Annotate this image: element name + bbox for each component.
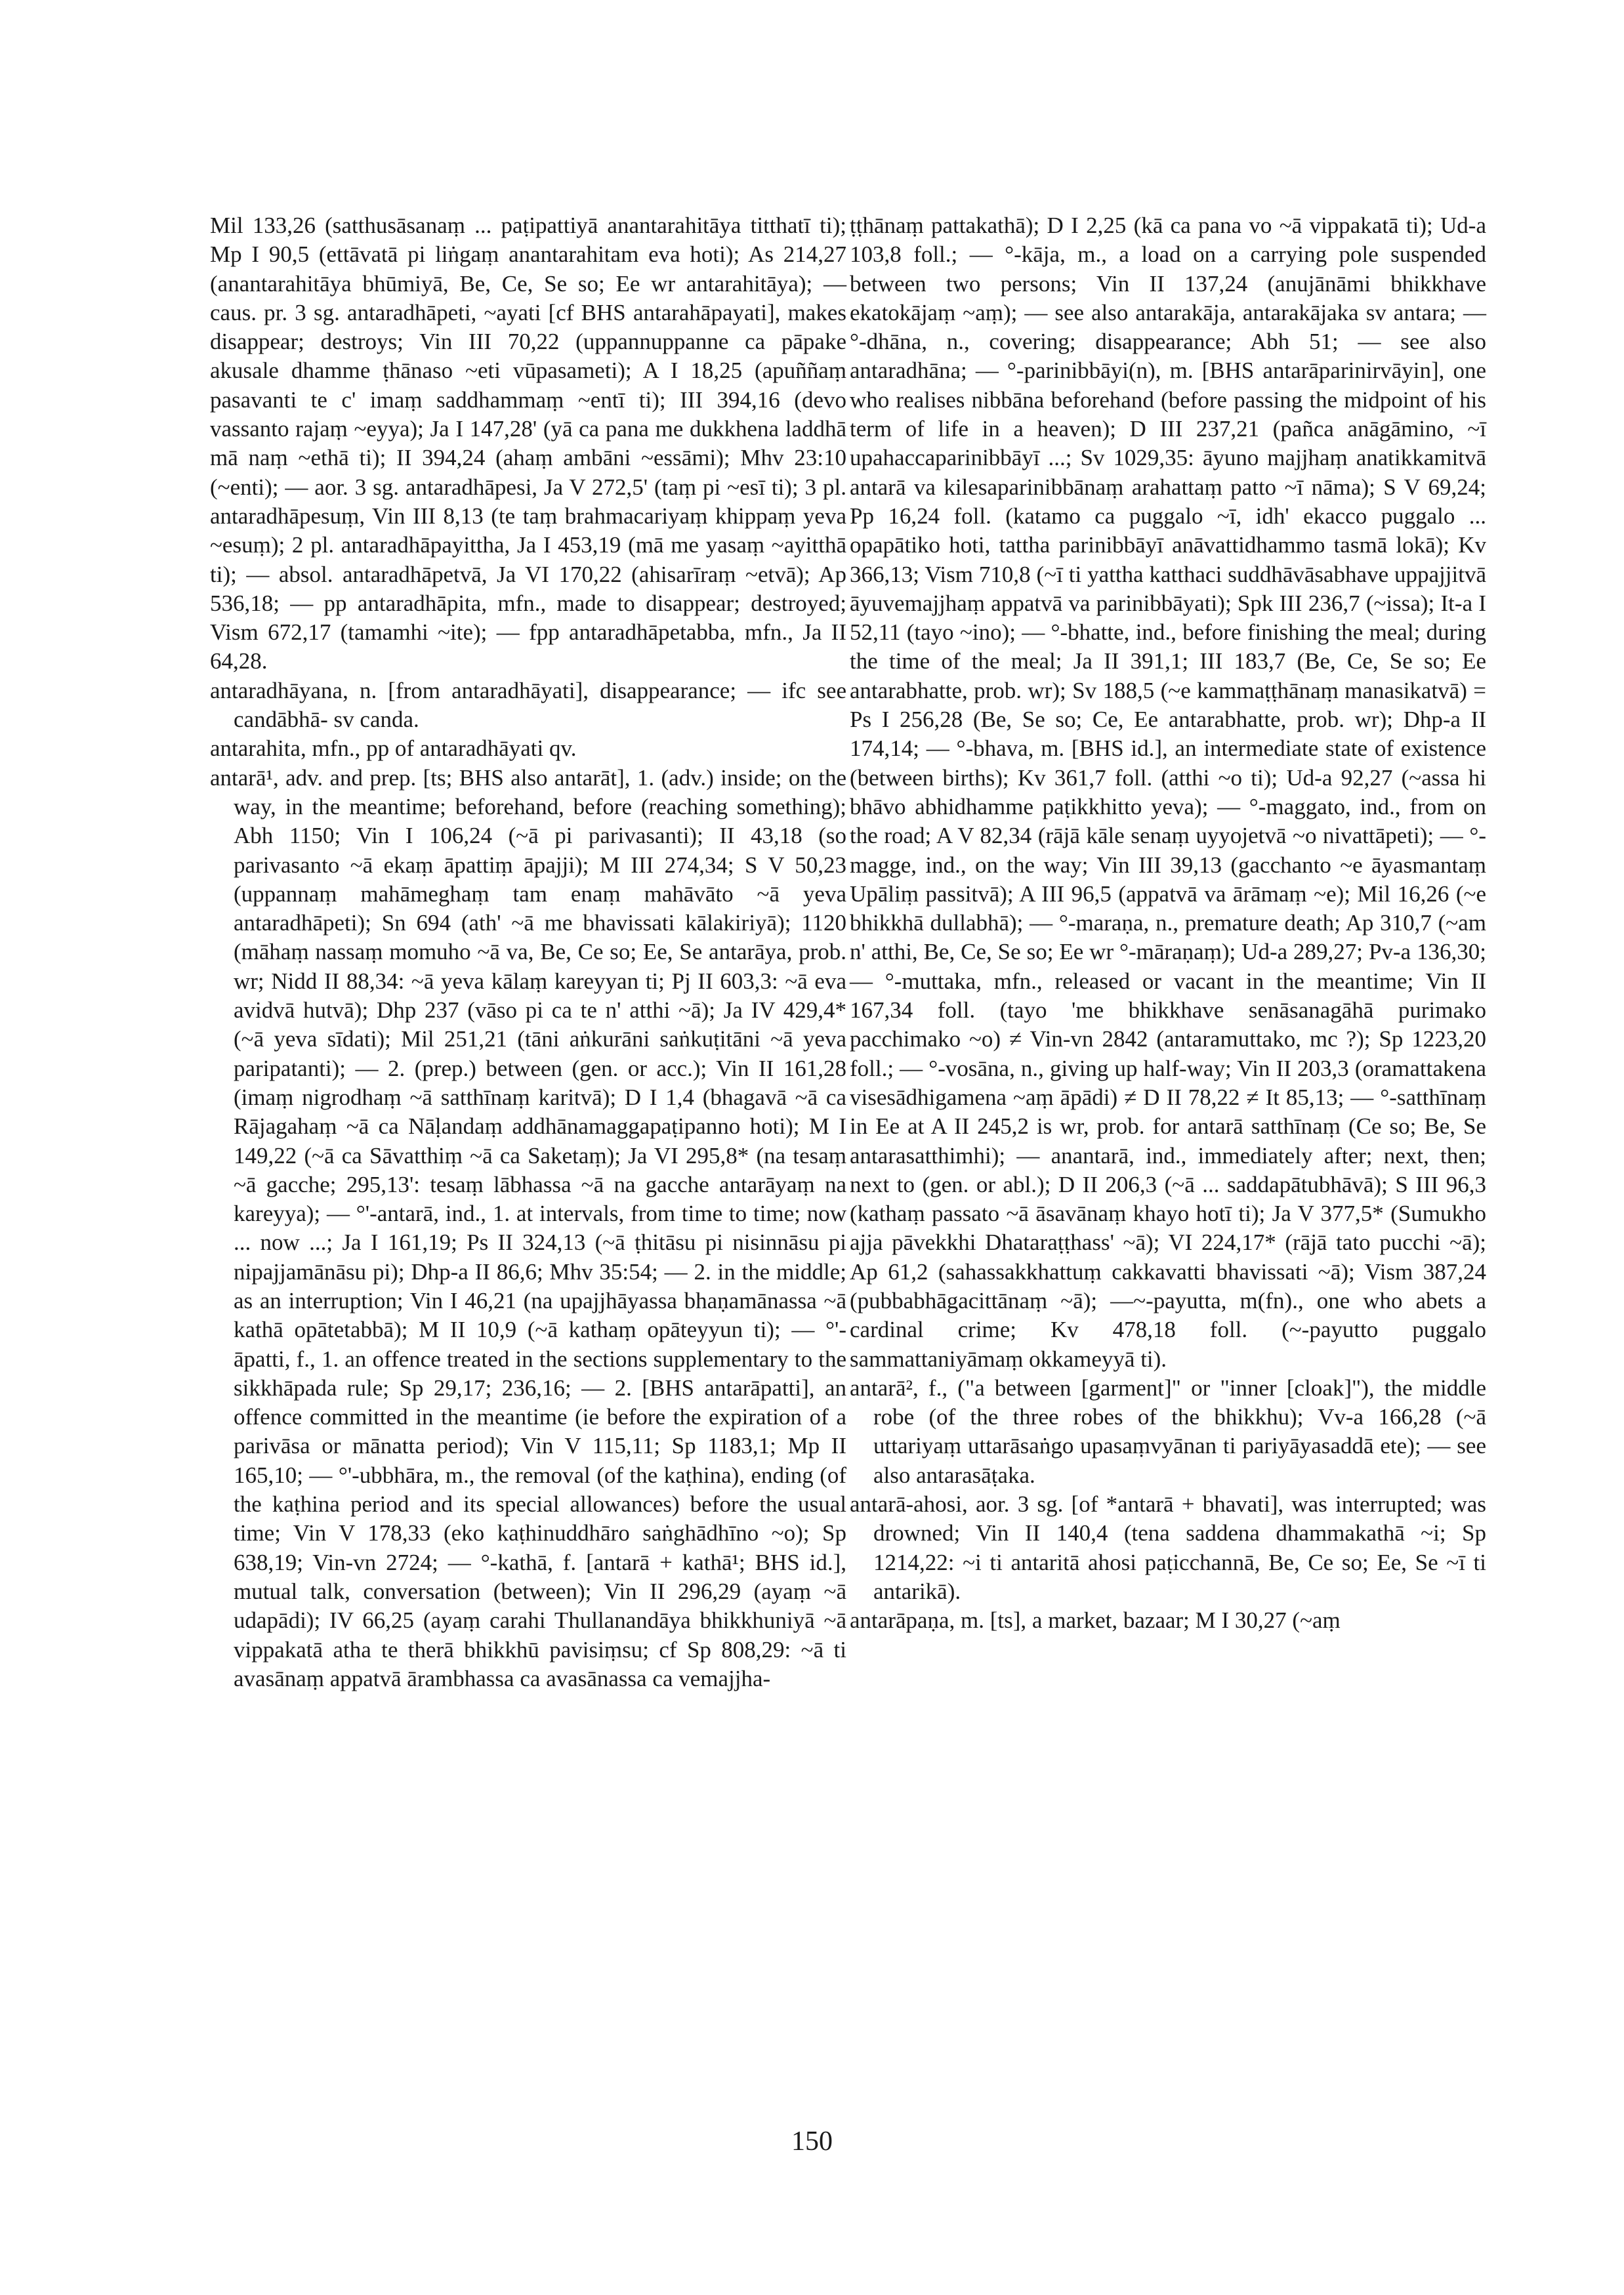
dictionary-entry: antarā², f., ("a between [garment]" or "inner [cloak]"), the middle robe (of the three robes of the bhikkhu); Vv-a 166,28 (~ā uttariyaṃ uttarāsaṅgo upasaṃvyānan ti pariyāyasaddā ete); — see also antarasāṭaka. — [850, 1375, 1486, 1488]
entry-continuation: ṭṭhānaṃ pattakathā); D I 2,25 (kā ca pana vo ~ā vippakatā ti); Ud-a 103,8 foll.; — °-kāja, m., a load on a carrying pole suspended between two persons; Vin II 137,24 (anujānāmi bhikkhave ekatokājaṃ ~aṃ); — see also antarakāja, antarakājaka sv antara; — °-dhāna, n., covering; disappearance; Abh 51; — see also antaradhāna; — °-parinibbāyi(n), m. [BHS antarāparinirvāyin], one who realises nibbāna beforehand (before passing the midpoint of his term of life in a heaven); D III 237,21 (pañca anāgāmino, ~ī upahaccaparinibbāyī ...; Sv 1029,35: āyuno majjhaṃ anatikkamitvā antarā va kilesaparinibbānaṃ arahattaṃ patto ~ī nāma); S V 69,24; Pp 16,24 foll. (katamo ca puggalo ~ī, idh' ekacco puggalo ... opapātiko hoti, tattha parinibbāyī anāvattidhammo tasmā lokā); Kv 366,13; Vism 710,8 (~ī ti yattha katthaci suddhāvāsabhave uppajjitvā āyuvemajjhaṃ appatvā va parinibbāyati); Spk III 236,7 (~issa); It-a I 52,11 (tayo ~ino); — °-bhatte, ind., before finishing the meal; during the time of the meal; Ja II 391,1; III 183,7 (Be, Ce, Se so; Ee antarabhatte, prob. wr); Sv 188,5 (~e kammaṭṭhānaṃ manasikatvā) = Ps I 256,28 (Be, Se so; Ce, Ee antarabhatte, prob. wr); Dhp-a II 174,14; — °-bhava, m. [BHS id.], an intermediate state of existence (between births); Kv 361,7 foll. (atthi ~o ti); Ud-a 92,27 (~assa hi bhāvo abhidhamme paṭikkhitto yeva); — °-maggato, ind., from on the road; A V 82,34 (rājā kāle senaṃ uyyojetvā ~o nivattāpeti); — °-magge, ind., on the way; Vin III 39,13 (gacchanto ~e āyasmantaṃ Upāliṃ passitvā); A III 96,5 (appatvā va ārāmaṃ ~e); Mil 16,26 (~e bhikkhā dullabhā); — °-maraṇa, n., premature death; Ap 310,7 (~am n' atthi, Be, Ce, Se so; Ee wr °-māraṇaṃ); Ud-a 289,27; Pv-a 136,30; — °-muttaka, mfn., released or vacant in the meantime; Vin II 167,34 foll. (tayo 'me bhikkhave senāsanagāhā purimako pacchimako ~o) ≠ Vin-vn 2842 (antaramuttako, mc ?); Sp 1223,20 foll.; — °-vosāna, n., giving up half-way; Vin II 203,3 (oramattakena visesādhigamena ~aṃ āpādi) ≠ D II 78,22 ≠ It 85,13; — °-satthīnaṃ in Ee at A II 245,2 is wr, prob. for antarā satthīnaṃ (Ce so; Be, Se antarasatthimhi); — anantarā, ind., immediately after; next, then; next to (gen. or abl.); D II 206,3 (~ā ... saddapātubhāvā); S III 96,3 (kathaṃ passato ~ā āsavānaṃ khayo hotī ti); Ja V 377,5* (Sumukho ajja pāvekkhi Dhataraṭṭhass' ~ā); VI 224,17* (rājā tato pucchi ~ā); Ap 61,2 (sahassakkhattuṃ cakkavatti bhavissati ~ā); Vism 387,24 (pubbabhāgacittānaṃ ~ā); —~-payutta, m(fn)., one who abets a cardinal crime; Kv 478,18 foll. (~-payutto puggalo sammattaniyāmaṃ okkameyyā ti). — [850, 213, 1486, 1372]
entry-continuation: Mil 133,26 (satthusāsanaṃ ... paṭipattiyā anantarahitāya titthatī ti); Mp I 90,5 (ettāvatā pi liṅgaṃ anantarahitam eva hoti); As 214,27 (anantarahitāya bhūmiyā, Be, Ce, Se so; Ee wr antarahitāya); — caus. pr. 3 sg. antaradhāpeti, ~ayati [cf BHS antarahāpayati], makes disappear; destroys; Vin III 70,22 (uppannuppanne ca pāpake akusale dhamme ṭhānaso ~eti vūpasameti); A I 18,25 (apuññaṃ pasavanti te c' imaṃ saddhammaṃ ~entī ti); III 394,16 (devo vassanto rajaṃ ~eyya); Ja I 147,28' (yā ca pana me dukkhena laddhā mā naṃ ~ethā ti); II 394,24 (ahaṃ ambāni ~essāmi); Mhv 23:10 (~enti); — aor. 3 sg. antaradhāpesi, Ja V 272,5' (taṃ pi ~esī ti); 3 pl. antaradhāpesuṃ, Vin III 8,13 (te taṃ brahmacariyaṃ khippaṃ yeva ~esuṃ); 2 pl. antaradhāpayittha, Ja I 453,19 (mā me yasaṃ ~ayitthā ti); — absol. antaradhāpetvā, Ja VI 170,22 (ahisarīraṃ ~etvā); Ap 536,18; — pp antaradhāpita, mfn., made to disappear; destroyed; Vism 672,17 (tamamhi ~ite); — fpp antaradhāpetabba, mfn., Ja II 64,28. — [210, 213, 846, 674]
dictionary-entry: antaradhāyana, n. [from antaradhāyati], disappearance; — ifc see candābhā- sv canda. — [210, 677, 846, 733]
dictionary-entry: antarā¹, adv. and prep. [ts; BHS also antarāt], 1. (adv.) inside; on the way, in the meantime; beforehand, before (reaching something); Abh 1150; Vin I 106,24 (~ā pi parivasanti); II 43,18 (so parivasanto ~ā ekaṃ āpattiṃ āpajji); M III 274,34; S V 50,23 (uppannaṃ mahāmeghaṃ tam enaṃ mahāvāto ~ā yeva antaradhāpeti); Sn 694 (ath' ~ā me bhavissati kālakiriyā); 1120 (māhaṃ nassaṃ momuho ~ā va, Be, Ce so; Ee, Se antarāya, prob. wr; Nidd II 88,34: ~ā yeva kālaṃ kareyyan ti; Pj II 603,3: ~ā eva avidvā hutvā); Dhp 237 (vāso pi ca te n' atthi ~ā); Ja IV 429,4* (~ā yeva sīdati); Mil 251,21 (tāni aṅkurāni saṅkuṭitāni ~ā yeva paripatanti); — 2. (prep.) between (gen. or acc.); Vin II 161,28 (imaṃ nigrodhaṃ ~ā satthīnaṃ karitvā); D I 1,4 (bhagavā ~ā ca Rājagahaṃ ~ā ca Nāḷandaṃ addhānamaggapaṭipanno hoti); M I 149,22 (~ā ca Sāvatthiṃ ~ā ca Saketaṃ); Ja VI 295,8* (na tesaṃ ~ā gacche; 295,13': tesaṃ lābhassa ~ā na gacche antarāyaṃ na kareyya); — °'-antarā, ind., 1. at intervals, from time to time; now ... now ...; Ja I 161,19; Ps II 324,13 (~ā ṭhitāsu pi nisinnāsu pi nipajjamānāsu pi); Dhp-a II 86,6; Mhv 35:54; — 2. in the middle; as an interruption; Vin I 46,21 (na upajjhāyassa bhaṇamānassa ~ā kathā opātetabbā); M II 10,9 (~ā kathaṃ opāteyyun ti); — °'-āpatti, f., 1. an offence treated in the sections supplementary to the sikkhāpada rule; Sp 29,17; 236,16; — 2. [BHS antarāpatti], an offence committed in the meantime (ie before the expiration of a parivāsa or mānatta period); Vin V 115,11; Sp 1183,1; Mp II 165,10; — °'-ubbhāra, m., the removal (of the kaṭhina), ending (of the kaṭhina period and its special allowances) before the usual time; Vin V 178,33 (eko kaṭhinuddhāro saṅghādhīno ~o); Sp 638,19; Vin-vn 2724; — °-kathā, f. [antarā + kathā¹; BHS id.], mutual talk, conversation (between); Vin II 296,29 (ayaṃ ~ā udapādi); IV 66,25 (ayaṃ carahi Thullanandāya bhikkhuniyā ~ā vippakatā atha te therā bhikkhū pavisiṃsu; cf Sp 808,29: ~ā ti avasānaṃ appatvā ārambhassa ca avasānassa ca vemajjha- — [210, 764, 846, 1691]
dictionary-entry: antarahita, mfn., pp of antaradhāyati qv. — [210, 735, 577, 762]
page-number: 150 — [791, 2126, 833, 2157]
dictionary-entry: antarā-ahosi, aor. 3 sg. [of *antarā + bhavati], was interrupted; was drowned; Vin II 140,4 (tena saddena dhammakathā ~i; Sp 1214,22: ~i ti antaritā ahosi paṭicchannā, Be, Ce so; Ee, Se ~ī ti antarikā). — [850, 1491, 1486, 1604]
left-column — [210, 211, 846, 1693]
right-column — [850, 211, 1486, 1636]
dictionary-entry: antarāpaṇa, m. [ts], a market, bazaar; M I 30,27 (~aṃ — [850, 1607, 1341, 1634]
